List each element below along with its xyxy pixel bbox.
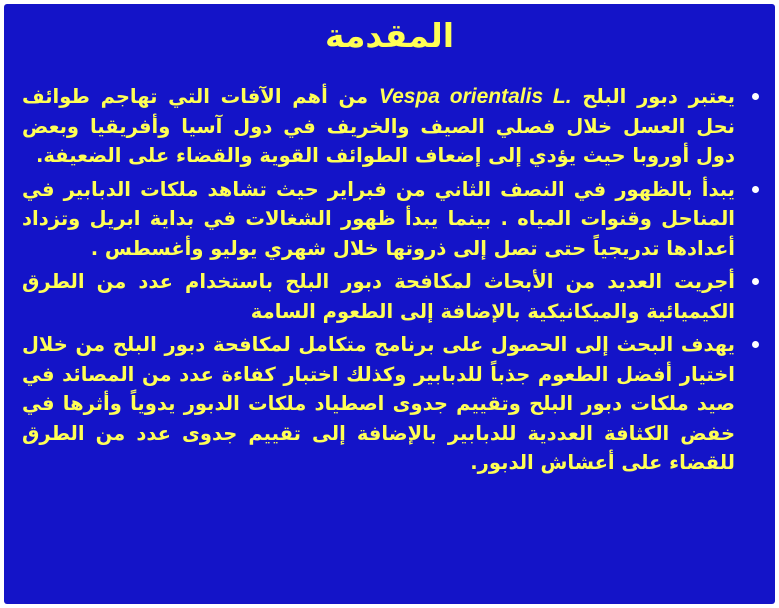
bullet-3-text: أجريت العديد من الأبحاث لمكافحة دبور البلح باستخدام عدد من الطرق الكيميائية والميكانيكية بالإضافة إلى الطعوم السامة	[22, 270, 735, 323]
bullet-item-3	[22, 267, 761, 326]
bullet-dot-icon	[752, 341, 759, 348]
bullet-dot-icon	[752, 93, 759, 100]
bullet-dot-icon	[752, 186, 759, 193]
scientific-name: Vespa orientalis L.	[378, 85, 572, 108]
bullet-1-text-end: من أهم الآفات التي تهاجم طوائف نحل العسل خلال فصلي الصيف والخريف في دول آسيا وأفريقيا وبعض دول أوروبا حيث يؤدي إلى إضعاف الطوائف القوية والقضاء على الضعيفة.	[22, 85, 735, 167]
bullet-item-4	[22, 330, 761, 478]
bullet-item-1	[22, 82, 761, 171]
bullet-dot-icon	[752, 278, 759, 285]
bullet-1-text-start: يعتبر دبور البلح	[582, 85, 735, 108]
slide-title: المقدمة	[324, 16, 455, 55]
bullet-2-text: يبدأ بالظهور في النصف الثاني من فبراير حيث تشاهد ملكات الدبابير في المناحل وقنوات المياه . بينما يبدأ ظهور الشغالات في بداية ابريل وتزداد أعدادها تدريجياً حتى تصل إلى ذروتها خلال شهري يوليو وأغسطس .	[22, 177, 735, 260]
bullet-item-2	[22, 175, 761, 264]
bullet-4-text: يهدف البحث إلى الحصول على برنامج متكامل لمكافحة دبور البلح من خلال اختيار أفضل الطعوم جذباً للدبابير وكذلك اختبار كفاءة عدد من المصائد في صيد ملكات دبور البلح وتقييم جدوى اصطياد ملكات الدبور يدوياً وأثرها في خفض الكثافة العددية للدبابير بالإضافة إلى تقييم جدوى عدد من الطرق للقضاء على أعشاش الدبور.	[22, 333, 735, 474]
bullet-list	[22, 82, 761, 482]
slide	[4, 4, 775, 604]
